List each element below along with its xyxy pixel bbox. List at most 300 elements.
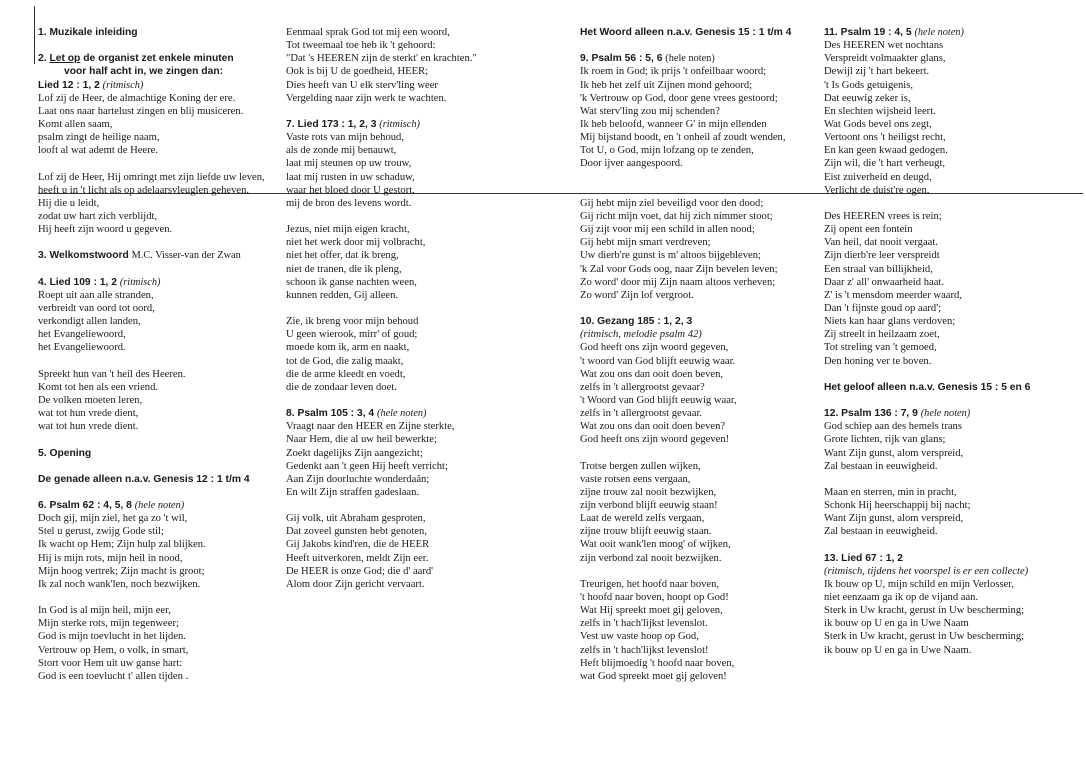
text-line [824,565,1079,578]
spacer [38,39,283,52]
text-span: Verspreidt volmaakter glans, [824,53,946,65]
text-span: schoon ik ganse nachten ween, [286,276,417,288]
text-span: Want Zijn gunst, alom verspreid, [824,447,964,459]
text-span: zijn verbond zal nooit bezwijken. [580,552,722,564]
annotation-text: (ritmisch, melodie psalm 42) [580,329,702,341]
spacer [286,210,541,223]
text-span: Z' is 't mensdom meerder waard, [824,289,962,301]
text-span: Zoekt dagelijks Zijn aangezicht; [286,447,423,459]
text-line [824,355,1079,368]
text-span: verkondigt allen landen, [38,316,141,328]
text-span: Jezus, niet mijn eigen kracht, [286,224,410,236]
text-line [580,512,820,525]
text-span: Hij heeft zijn woord u gegeven. [38,224,173,236]
text-span: 'k Vertrouw op God, door gene vrees gestoord; [580,92,778,104]
text-line [824,236,1079,249]
text-span: Laat de wereld zelfs vergaan, [580,513,705,525]
text-span: 9. Psalm 56 : 5, 6 [580,53,666,65]
spacer [824,368,1079,381]
text-span: 4. Lied 109 : 1, 2 [38,276,120,288]
text-span: Vertoont ons 't heiligst recht, [824,132,946,144]
text-line [580,407,820,420]
text-span: Zij opent een fontein [824,224,913,236]
text-span: Zij streelt in heilzaam zoet, [824,329,940,341]
text-span: niet het werk door mij volbracht, [286,237,426,249]
text-line [286,578,541,591]
text-span: zelfs in 't allergrootst gevaar? [580,381,705,393]
text-line [286,486,541,499]
text-span: Dewijl zij 't hart bekeert. [824,66,930,78]
section-heading [38,249,283,262]
text-span: God is mijn toevlucht in het lijden. [38,631,187,643]
spacer [824,538,1079,551]
text-line [580,131,820,144]
text-line [580,486,820,499]
text-line [824,328,1079,341]
text-line [580,499,820,512]
text-span: Zijn dierb're leer verspreidt [824,250,940,262]
text-line [286,263,541,276]
text-line [824,157,1079,170]
text-line [286,447,541,460]
text-span: zijn verbond blijft eeuwig staan! [580,500,718,512]
spacer [38,486,283,499]
spacer [824,394,1079,407]
text-span: die de arme kleedt en voedt, [286,368,406,380]
text-span: kunnen redden, Gij alleen. [286,289,399,301]
text-line [580,263,820,276]
text-span: 5. Opening [38,447,92,459]
text-span: 11. Psalm 19 : 4, 5 [824,27,915,38]
column-3 [580,26,820,683]
text-span: tot de God, die zalig maakt, [286,355,404,367]
text-span: het Evangeliewoord. [38,342,126,354]
text-span: Door ijver aangespoord. [580,158,683,170]
spacer [38,355,283,368]
text-span: Sterk in Uw kracht, gerust in Uw bescherming; [824,605,1025,617]
section-heading [824,381,1079,394]
text-line [286,223,541,236]
text-line [286,552,541,565]
text-line [38,302,283,315]
spacer [824,197,1079,210]
text-line [824,289,1079,302]
text-line [580,157,820,170]
text-span: Gij hebt mijn smart verdreven; [580,237,711,249]
text-line [38,670,283,683]
text-span: God schiep aan des hemels trans [824,421,962,433]
text-line [824,486,1079,499]
text-span: Mijn hoog vertrek; Zijn macht is groot; [38,565,205,577]
text-span: als de zonde mij benauwt, [286,145,397,157]
text-span: wat God spreekt moet gij geloven! [580,670,727,682]
text-span: verbreidt van oord tot oord, [38,302,155,314]
text-line [38,525,283,538]
text-line [286,92,541,105]
text-line [580,552,820,565]
column-4 [824,26,1079,657]
text-line [38,538,283,551]
text-line [38,223,283,236]
text-line [286,171,541,184]
text-span: Lof zij de Heer, Hij omringt met zijn liefde uw leven, [38,171,265,183]
text-line [580,276,820,289]
text-span: Het Woord alleen n.a.v. Genesis 15 : 1 t/m 4 [580,27,792,38]
section-heading [38,473,283,486]
text-span: Gij hebt mijn ziel beveiligd voor den dood; [580,197,764,209]
text-line [580,617,820,630]
text-line [580,355,820,368]
text-line [38,92,283,105]
section-heading [286,407,541,420]
text-line [824,131,1079,144]
text-span: 't hoofd naar boven, hoopt op God! [580,592,729,604]
text-line [824,315,1079,328]
text-span: ik bouw op U en ga in Uwe Naam. [824,644,972,656]
text-span: zijne trouw zal nooit bezwijken, [580,486,717,498]
text-span: Zie, ik breng voor mijn behoud [286,316,419,328]
text-line [286,355,541,368]
text-line [286,538,541,551]
text-span: De HEER is onze God; die d' aard' [286,565,434,577]
text-span: Niets kan haar glans verdoven; [824,316,956,328]
text-span: wat tot hun vrede dient. [38,421,139,433]
text-line [824,433,1079,446]
text-span: laat mij rusten in uw schaduw, [286,171,415,183]
text-line [580,381,820,394]
text-line [824,604,1079,617]
text-span: waar het bloed door U gestort, [286,184,415,196]
text-span: En wilt Zijn straffen gadeslaan. [286,486,420,498]
text-span: 10. Gezang 185 : 1, 2, 3 [580,316,693,328]
text-line [286,565,541,578]
text-span: niet eenzaam ga ik op de vijand aan. [824,592,979,604]
text-line [824,171,1079,184]
text-line [580,249,820,262]
text-span: De volken moeten leren, [38,394,143,406]
text-line [38,644,283,657]
text-span: Schonk Hij heerschappij bij nacht; [824,500,971,512]
text-line [580,368,820,381]
text-line [286,315,541,328]
text-line [580,197,820,210]
text-line [286,144,541,157]
text-line [824,79,1079,92]
section-heading [38,276,283,289]
text-span: Ik heb het zelf uit Zijnen mond gehoord; [580,79,753,91]
text-span: Laat ons naar hartelust zingen en blij musiceren. [38,105,244,117]
text-span: zelfs in 't hach'lijkst levenslot. [580,618,708,630]
text-span: Gij volk, uit Abraham gesproten, [286,513,426,525]
text-line [286,131,541,144]
spacer [38,591,283,604]
text-span: Gij richt mijn voet, dat hij zich nimmer stoot; [580,210,773,222]
text-span: zelfs in 't allergrootst gevaar. [580,408,703,420]
text-line [38,657,283,670]
text-line [286,184,541,197]
text-line [580,657,820,670]
text-span: Vertrouw op Hem, o volk, in smart, [38,644,189,656]
text-line [38,184,283,197]
text-line [824,52,1079,65]
text-line [580,670,820,683]
text-span: Eist zuiverheid en deugd, [824,171,932,183]
text-span: heeft u in 't licht als op adelaarsvleuglen geheven. [38,184,250,196]
text-span: (hele noten) [665,53,715,65]
text-line [286,236,541,249]
text-line [580,644,820,657]
text-span: 2. [38,53,50,65]
text-line [580,328,820,341]
text-span: 3. Welkomstwoord [38,250,132,262]
text-span: Tot tweemaal toe heb ik 't gehoord: [286,40,436,52]
text-span: zodat uw hart zich verblijdt, [38,210,158,222]
text-span: Wat zou ons dan ooit doen beven? [580,421,726,433]
text-span: Des HEEREN wet nochtans [824,40,944,52]
text-line [38,328,283,341]
annotation-text: (ritmisch) [119,276,161,288]
text-span: 't woord van God blijft eeuwig waar. [580,355,736,367]
text-span: 6. Psalm 62 : 4, 5, 8 [38,500,135,512]
text-line [824,578,1079,591]
text-span: Spreekt hun van 't heil des Heeren. [38,368,186,380]
text-line [38,105,283,118]
text-line [824,39,1079,52]
text-line [824,420,1079,433]
text-line [38,394,283,407]
spacer [580,565,820,578]
text-span: Zal bestaan in eeuwigheid. [824,526,938,538]
text-span: Treurigen, het hoofd naar boven, [580,578,720,590]
text-line [286,420,541,433]
text-line [286,65,541,78]
text-line [580,79,820,92]
text-span: 12. Psalm 136 : 7, 9 [824,408,921,420]
text-span: Want Zijn gunst, alom verspreid, [824,513,964,525]
text-span: 't Woord van God blijft eeuwig waar, [580,394,737,406]
text-line [38,131,283,144]
text-line [286,460,541,473]
text-span: Tot streling van 't gemoed, [824,342,937,354]
section-heading [580,315,820,328]
text-span: Van heil, dat nooit vergaat. [824,237,938,249]
text-span: moede kom ik, arm en naakt, [286,342,410,354]
text-line [286,381,541,394]
text-span: Dan 't fijnste goud op aard'; [824,302,942,314]
text-span: de organist zet enkele minuten [80,53,234,65]
text-line [824,105,1079,118]
text-span: 13. Lied 67 : 1, 2 [824,552,903,564]
text-span: Aan Zijn doorluchte wonderdaân; [286,473,430,485]
text-span: 'k Zal voor Gods oog, naar Zijn bevelen leven; [580,263,778,275]
text-line [580,223,820,236]
text-line [580,236,820,249]
text-line [824,249,1079,262]
annotation-text: (ritmisch, tijdens het voorspel is er een collecte) [824,565,1029,577]
text-line [824,460,1079,473]
text-span: Mijn sterke rots, mijn tegenweer; [38,618,179,630]
text-span: Ik roem in God; ik prijs 't onfeilbaar woord; [580,66,767,78]
annotation-text: (ritmisch) [102,79,144,91]
text-line [38,407,283,420]
text-line [38,341,283,354]
text-line [286,289,541,302]
section-heading [580,26,820,39]
text-span: God heeft ons zijn woord gegeven, [580,342,729,354]
text-span: Uw dierb're gunst is m' altoos bijgebleven; [580,250,761,262]
section-heading [38,26,283,39]
text-span: Sterk in Uw kracht, gerust in Uw bescherming; [824,631,1025,643]
text-span: Trotse bergen zullen wijken, [580,460,701,472]
text-line [824,302,1079,315]
text-line [286,341,541,354]
text-line [286,512,541,525]
text-line [286,249,541,262]
text-line [580,341,820,354]
text-line [580,289,820,302]
text-span: zelfs in 't hach'lijkst levenslot! [580,644,709,656]
text-line [38,420,283,433]
text-line [38,315,283,328]
spacer [38,157,283,170]
text-span: En slechten wijsheid leert. [824,105,936,117]
text-span: Ik heb beloofd, wanneer G' in mijn ellenden [580,118,767,130]
text-span: Hij die u leidt, [38,197,100,209]
text-line [580,210,820,223]
section-heading [824,407,1079,420]
text-span: Zo word' Zijn lof vergroot. [580,289,694,301]
text-span: 7. Lied 173 : 1, 2, 3 [286,118,380,130]
section-heading [580,52,820,65]
text-line [580,460,820,473]
text-line [824,263,1079,276]
text-line [286,79,541,92]
text-line [824,447,1079,460]
text-line [38,368,283,381]
spacer [580,302,820,315]
text-span: Wat sterv'ling zou mij schenden? [580,105,720,117]
text-span: Wat zou ons dan ooit doen beven, [580,368,724,380]
annotation-text: (ritmisch) [379,118,420,130]
text-line [38,578,283,591]
section-heading [286,118,541,131]
text-line [824,630,1079,643]
text-span: voor half acht in, we zingen dan: [64,66,224,78]
text-line [580,591,820,604]
text-span: Verlicht de duist're ogen. [824,184,930,196]
spacer [38,236,283,249]
text-line [286,52,541,65]
text-span: Grote lichten, rijk van glans; [824,434,946,446]
text-line [286,39,541,52]
text-span: God is een toevlucht t' allen tijden . [38,670,189,682]
text-span: 1. Muzikale inleiding [38,27,138,38]
text-line [824,276,1079,289]
text-line [38,604,283,617]
text-span: Het geloof alleen n.a.v. Genesis 15 : 5 en 6 [824,381,1031,393]
section-heading [824,26,1079,39]
spacer [580,171,820,184]
text-line [286,433,541,446]
annotation-text: (hele noten) [377,408,427,420]
text-span: Let op [49,53,81,65]
section-heading [38,79,283,92]
spacer [286,394,541,407]
text-span: Den honing ver te boven. [824,355,932,367]
spacer [580,184,820,197]
text-line [580,525,820,538]
text-line [824,184,1079,197]
text-span: niet het offer, dat ik breng, [286,250,399,262]
text-line [38,144,283,157]
text-line [824,144,1079,157]
text-span: Maan en sterren, min in pracht, [824,486,957,498]
text-line [824,223,1079,236]
text-span: Ook is bij U de goedheid, HEER; [286,66,429,78]
text-line [286,26,541,39]
text-line [38,512,283,525]
text-span: Lof zij de Heer, de almachtige Koning der ere. [38,92,236,104]
text-span: God heeft ons zijn woord gegeven! [580,434,730,446]
section-heading [38,499,283,512]
text-span: Vergelding naar zijn werk te wachten. [286,92,447,104]
text-span: En kan geen kwaad gedogen. [824,145,948,157]
spacer [38,433,283,446]
text-line [580,578,820,591]
spacer [286,499,541,512]
text-span: Ik bouw op U, mijn schild en mijn Verlosser, [824,578,1015,590]
spacer [824,473,1079,486]
text-line [824,341,1079,354]
text-line [38,197,283,210]
text-line [580,604,820,617]
column-2 [286,26,541,591]
text-line [580,118,820,131]
text-span: Ik wacht op Hem; Zijn hulp zal blijken. [38,539,206,551]
text-span: M.C. Visser-van der Zwan [131,250,241,262]
text-line [580,538,820,551]
text-span: Heft blijmoedig 't hoofd naar boven, [580,657,735,669]
text-span: Hij is mijn rots, mijn heil in nood, [38,552,183,564]
text-line [38,565,283,578]
text-line [824,210,1079,223]
text-span: Roept uit aan alle stranden, [38,289,154,301]
text-span: Vest uw vaste hoop op God, [580,631,699,643]
text-line [286,157,541,170]
column-1 [38,26,283,683]
spacer [38,263,283,276]
text-line [286,525,541,538]
text-line [286,276,541,289]
annotation-text: (hele noten) [920,408,971,420]
text-line [580,144,820,157]
text-span: 8. Psalm 105 : 3, 4 [286,408,378,420]
text-line [824,591,1079,604]
annotation-text: (hele noten) [134,500,185,512]
text-line [38,381,283,394]
annotation-text: (hele noten) [914,27,964,38]
text-span: Wat Hij spreekt moet gij geloven, [580,605,723,617]
text-span: laat mij steunen op uw trouw, [286,158,412,170]
text-span: Lied 12 : 1, 2 [38,79,103,91]
text-line [580,92,820,105]
text-span: "Dat 's HEEREN zijn de sterkt' en krachten." [286,53,477,65]
section-heading [38,447,283,460]
text-span: Zal bestaan in eeuwigheid. [824,460,938,472]
spacer [38,460,283,473]
text-line [824,92,1079,105]
text-span: Dies heeft van U elk sterv'ling weer [286,79,438,91]
